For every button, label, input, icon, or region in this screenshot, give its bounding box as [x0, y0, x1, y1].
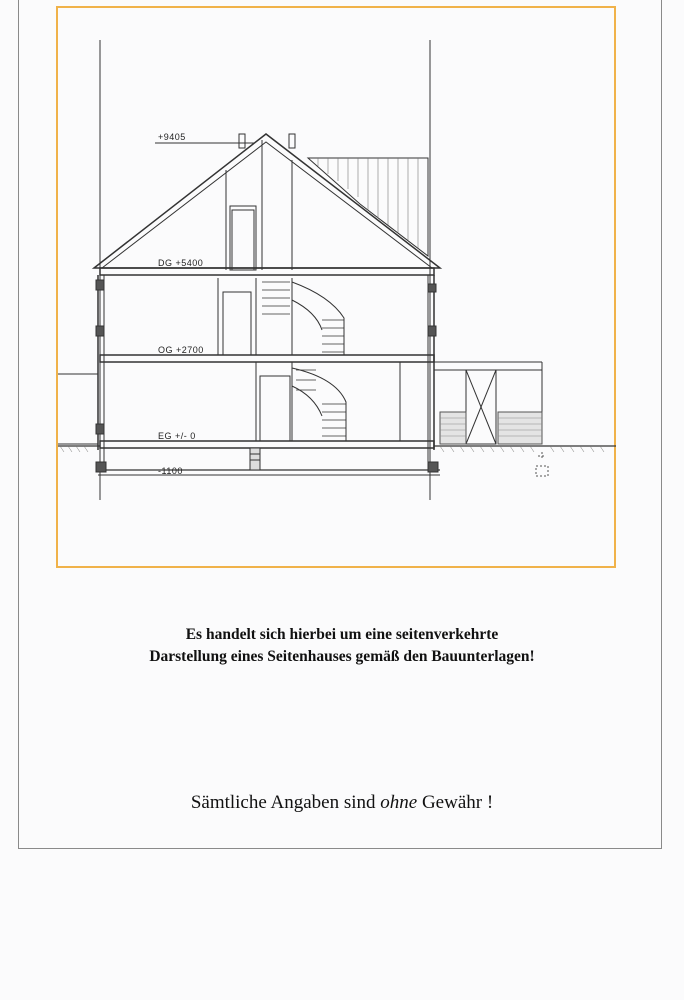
level-label-basement: -1100	[158, 466, 183, 476]
note-line-2: Darstellung eines Seitenhauses gemäß den Bauunterlagen!	[149, 648, 535, 665]
level-label-dg: DG +5400	[158, 258, 204, 268]
mirrored-drawing-note	[60, 624, 624, 668]
disclaimer-after: Gewähr !	[417, 792, 494, 813]
disclaimer	[60, 792, 624, 814]
level-label-og: OG +2700	[158, 345, 204, 355]
disclaimer-before: Sämtliche Angaben sind	[190, 792, 381, 813]
note-line-1: Es handelt sich hierbei um eine seitenverkehrte	[185, 626, 499, 643]
disclaimer-emphasis: ohne	[380, 792, 418, 813]
level-label-eg: EG +/- 0	[158, 431, 196, 441]
level-label-ridge: +9405	[158, 132, 186, 142]
